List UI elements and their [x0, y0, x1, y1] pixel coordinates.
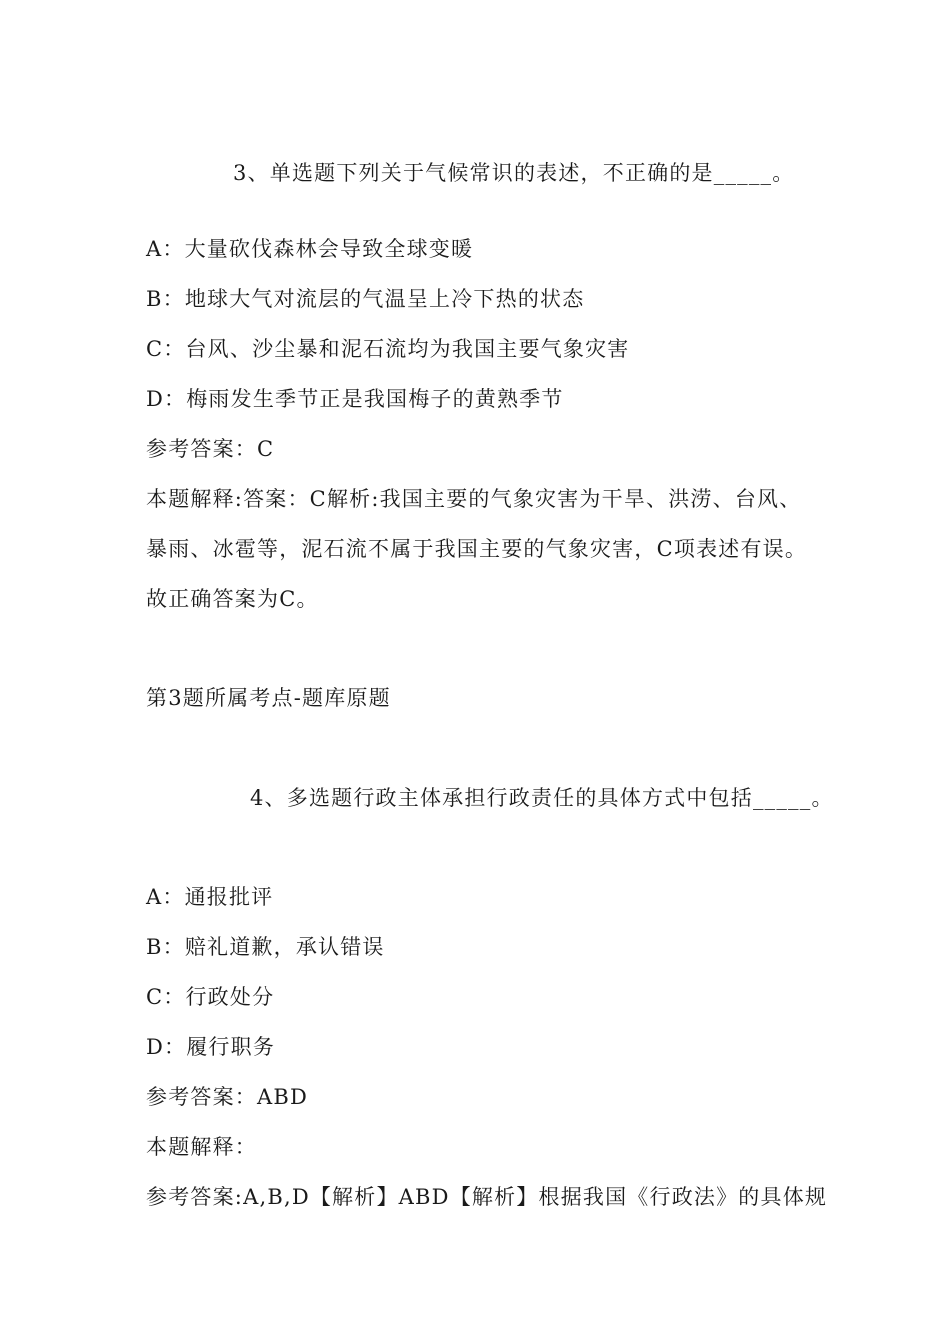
- question-3-option-d: D：梅雨发生季节正是我国梅子的黄熟季节: [146, 387, 564, 411]
- question-3-option-a: A：大量砍伐森林会导致全球变暖: [146, 237, 474, 261]
- question-3-explanation-line-3: 故正确答案为C。: [146, 587, 319, 611]
- question-4-option-d: D：履行职务: [146, 1035, 276, 1059]
- question-4-option-b: B：赔礼道歉，承认错误: [146, 935, 385, 959]
- question-3-explanation-line-1: 本题解释:答案：C解析:我国主要的气象灾害为干旱、洪涝、台风、: [146, 487, 802, 511]
- question-3-option-b: B：地球大气对流层的气温呈上冷下热的状态: [146, 287, 585, 311]
- question-4-title: 4、多选题行政主体承担行政责任的具体方式中包括_____。: [250, 786, 834, 810]
- question-4-option-a: A：通报批评: [146, 885, 274, 909]
- question-3-option-c: C：台风、沙尘暴和泥石流均为我国主要气象灾害: [146, 337, 630, 361]
- question-3-answer: 参考答案：C: [146, 437, 275, 461]
- question-3-explanation-line-2: 暴雨、冰雹等，泥石流不属于我国主要的气象灾害，C项表述有误。: [146, 537, 808, 561]
- question-3-title: 3、单选题下列关于气候常识的表述，不正确的是_____。: [233, 161, 795, 185]
- question-4-explanation-line-1: 参考答案:A,B,D【解析】ABD【解析】根据我国《行政法》的具体规: [146, 1185, 828, 1209]
- question-4-answer: 参考答案：ABD: [146, 1085, 309, 1109]
- question-3-source: 第3题所属考点-题库原题: [146, 686, 391, 710]
- question-4-explanation-label: 本题解释：: [146, 1135, 257, 1159]
- question-4-option-c: C：行政处分: [146, 985, 275, 1009]
